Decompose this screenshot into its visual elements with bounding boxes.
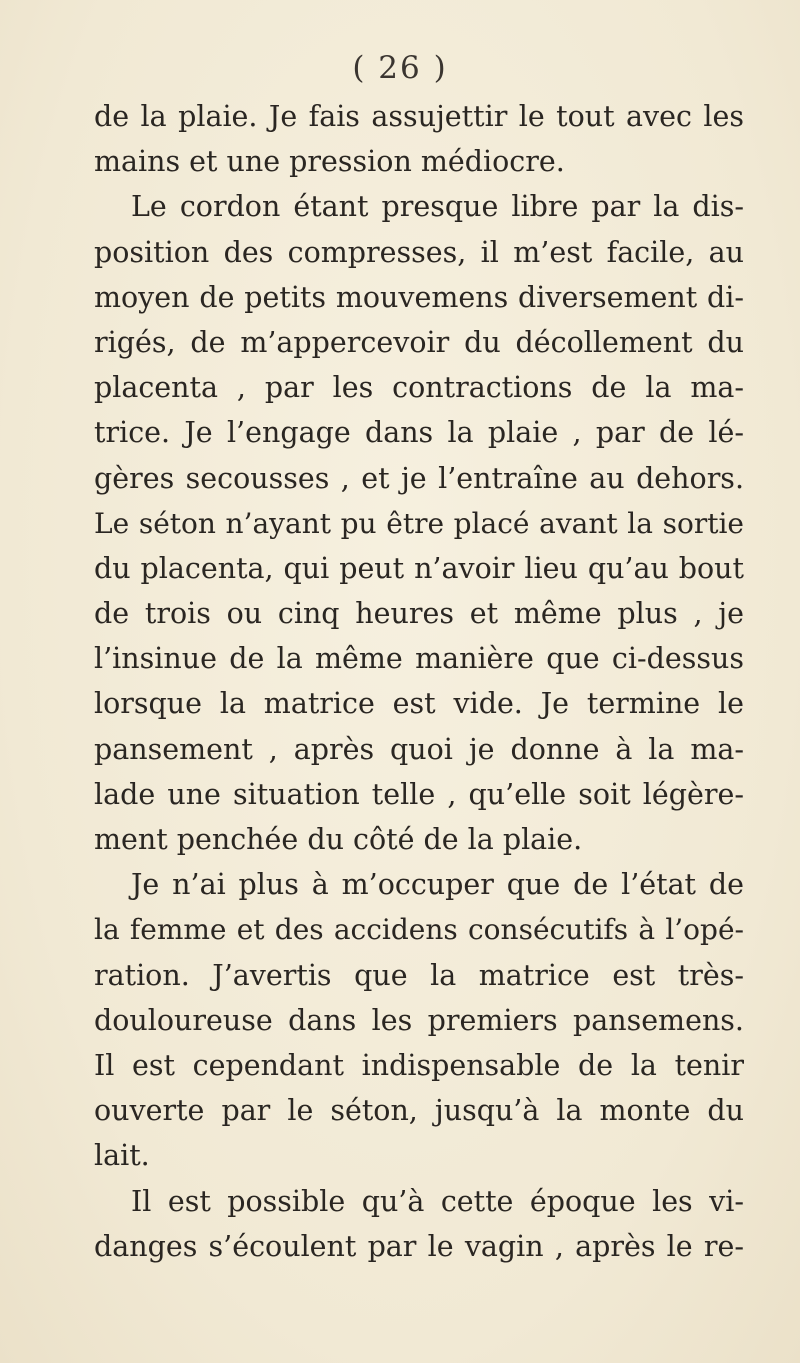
text-line: gères secousses , et je l’entraîne au dehors. <box>94 461 744 495</box>
text-line: trice. Je l’engage dans la plaie , par de lé- <box>94 416 744 450</box>
text-line: placenta , par les contractions de la ma- <box>94 371 744 405</box>
text-line: lorsque la matrice est vide. Je termine le <box>94 687 744 721</box>
text-line: Il est cependant indispensable de la tenir <box>94 1048 744 1082</box>
text-line: pansement , après quoi je donne à la ma- <box>94 732 744 766</box>
text-line: Le séton n’ayant pu être placé avant la sortie <box>94 506 744 540</box>
text-line: l’insinue de la même manière que ci-dessus <box>94 642 744 676</box>
text-line: position des compresses, il m’est facile, au <box>94 235 744 269</box>
page-number: ( 26 ) <box>352 50 448 86</box>
text-line: mains et une pression médiocre. <box>94 145 565 179</box>
text-line: danges s’écoulent par le vagin , après le re- <box>94 1229 744 1263</box>
text-line: lade une situation telle , qu’elle soit légère- <box>94 777 744 811</box>
text-line: Il est possible qu’à cette époque les vi- <box>131 1184 744 1218</box>
text-line: moyen de petits mouvemens diversement di- <box>94 280 744 314</box>
text-line: du placenta, qui peut n’avoir lieu qu’au bout <box>94 551 744 585</box>
text-line: de la plaie. Je fais assujettir le tout avec les <box>94 100 744 133</box>
text-line: lait. <box>94 1139 150 1173</box>
text-line: ment penchée du côté de la plaie. <box>94 823 583 856</box>
text-line: Je n’ai plus à m’occuper que de l’état de <box>131 868 744 902</box>
text-line: ration. J’avertis que la matrice est très- <box>94 958 744 992</box>
text-line: douloureuse dans les premiers pansemens. <box>94 1003 744 1037</box>
text-line: Le cordon étant presque libre par la dis- <box>131 190 744 224</box>
body-text <box>94 94 744 1269</box>
text-line: rigés, de m’appercevoir du décollement du <box>94 325 744 359</box>
text-line: de trois ou cinq heures et même plus , je <box>94 597 744 631</box>
text-line: ouverte par le séton, jusqu’à la monte du <box>94 1094 744 1128</box>
text-line: la femme et des accidens consécutifs à l’opé- <box>94 913 744 947</box>
